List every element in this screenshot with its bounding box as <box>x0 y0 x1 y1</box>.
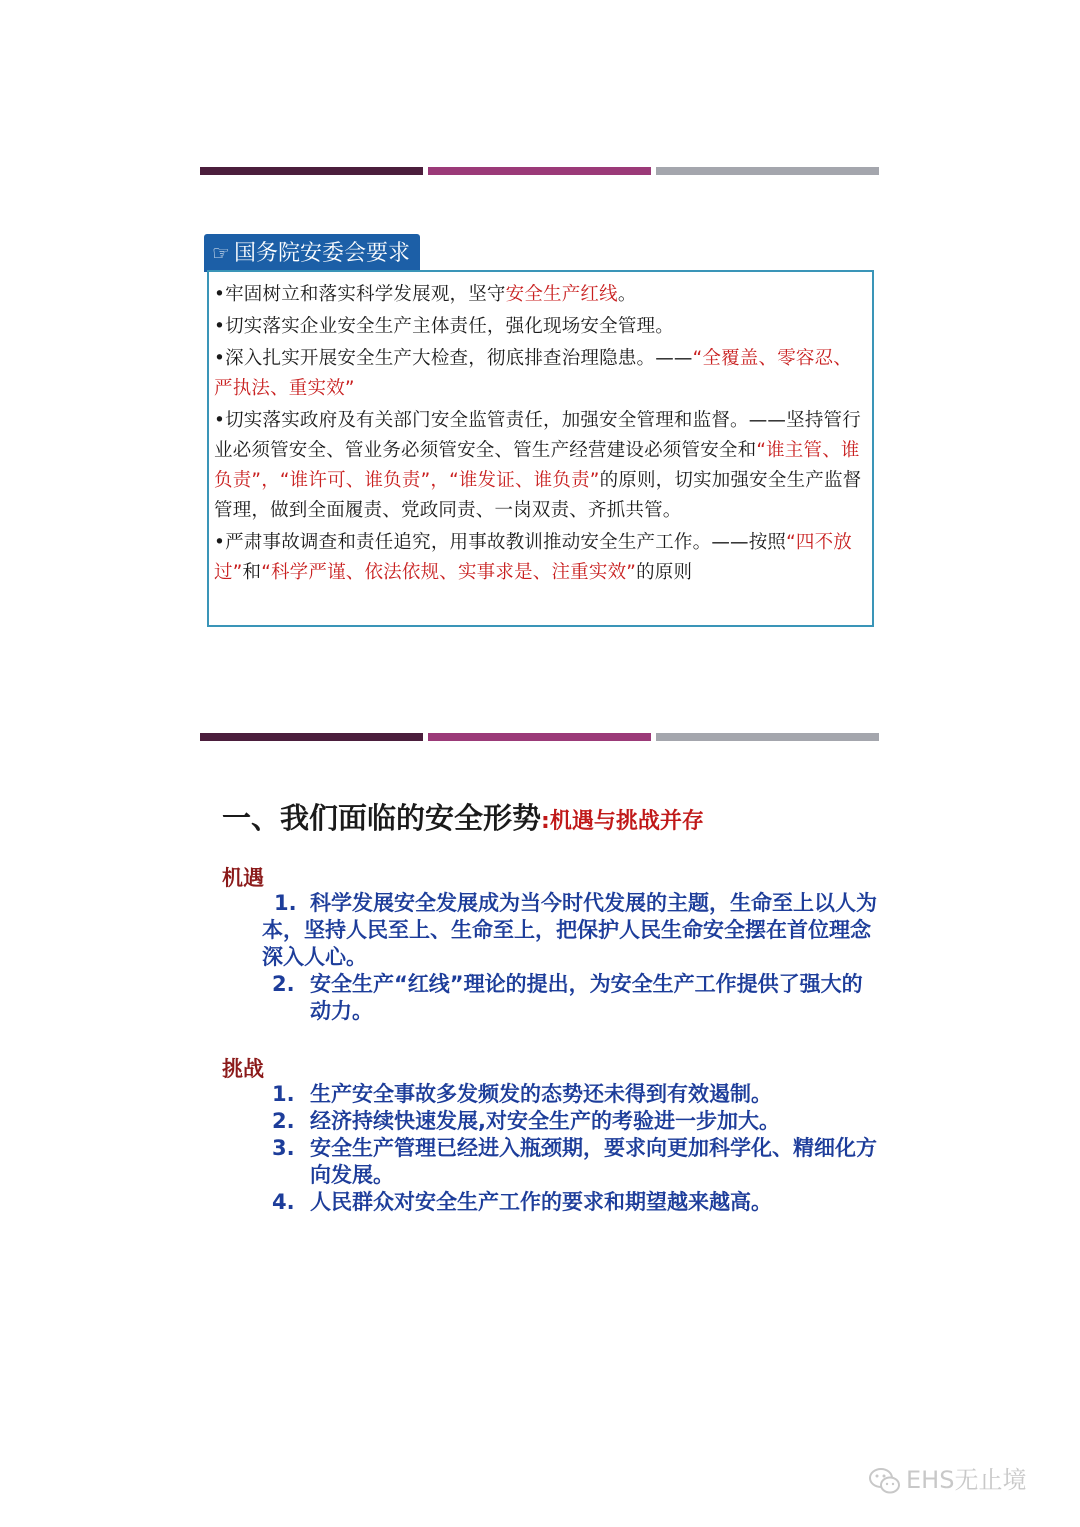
opportunities-heading: 机遇 <box>222 866 264 890</box>
top-decor-bars-2 <box>200 733 879 741</box>
list-item: 1. 科学发展安全发展成为当今时代发展的主题，生命至上以人为本，坚持人民至上、生命至上，把保护人民生命安全摆在首位理念深入人心。 <box>262 891 877 969</box>
list-item: 2. 安全生产“红线”理论的提出，为安全生产工作提供了强大的动力。 <box>272 972 863 1023</box>
decor-bar-dark <box>200 733 423 741</box>
wechat-icon <box>868 1466 902 1496</box>
section-title-main: 一、我们面临的安全形势 <box>222 801 542 835</box>
challenges-heading: 挑战 <box>222 1057 264 1081</box>
decor-bar-gray <box>656 733 879 741</box>
decor-bar-magenta <box>428 733 651 741</box>
req-item-4: •切实落实政府及有关部门安全监管责任，加强安全管理和监督。——坚持管行业必须管安全、管业务必须管安全、管生产经营建设必须管安全和“谁主管、谁负责”，“谁许可、谁负责”，“谁发证、谁负责”的原则，切实加强安全生产监督管理，做到全面履责、党政同责、一岗双责、齐抓共管。 <box>214 410 862 521</box>
section-title: 一、我们面临的安全形势:机遇与挑战并存 <box>222 801 704 835</box>
watermark-text: EHS无止境 <box>906 1466 1027 1494</box>
list-item: 1. 生产安全事故多发频发的态势还未得到有效遏制。 <box>272 1082 772 1106</box>
list-item: 2. 经济持续快速发展,对安全生产的考验进一步加大。 <box>272 1109 780 1133</box>
requirements-header-label: 国务院安委会要求 <box>233 241 410 266</box>
decor-bar-dark <box>200 167 423 175</box>
decor-bar-magenta <box>428 167 651 175</box>
req-item-2: •切实落实企业安全生产主体责任，强化现场安全管理。 <box>214 316 674 337</box>
pointing-hand-icon: ☞ <box>212 241 230 265</box>
section-subtitle: 机遇与挑战并存 <box>549 809 704 834</box>
decor-bar-gray <box>656 167 879 175</box>
requirements-text <box>214 280 868 588</box>
opportunities-list <box>262 890 877 1025</box>
challenges-list <box>262 1081 877 1216</box>
watermark <box>868 1460 1026 1496</box>
req-item-3: •深入扎实开展安全生产大检查，彻底排查治理隐患。——“全覆盖、零容忍、严执法、重实效” <box>214 348 853 399</box>
list-item: 3. 安全生产管理已经进入瓶颈期，要求向更加科学化、精细化方向发展。 <box>272 1136 877 1187</box>
req-item-1: •牢固树立和落实科学发展观，坚守安全生产红线。 <box>214 284 637 305</box>
top-decor-bars-1 <box>200 167 879 175</box>
requirements-header <box>204 234 420 272</box>
list-item: 4. 人民群众对安全生产工作的要求和期望越来越高。 <box>272 1190 772 1214</box>
req-item-5: •严肃事故调查和责任追究，用事故教训推动安全生产工作。——按照“四不放过”和“科学严谨、依法依规、实事求是、注重实效”的原则 <box>214 532 853 583</box>
